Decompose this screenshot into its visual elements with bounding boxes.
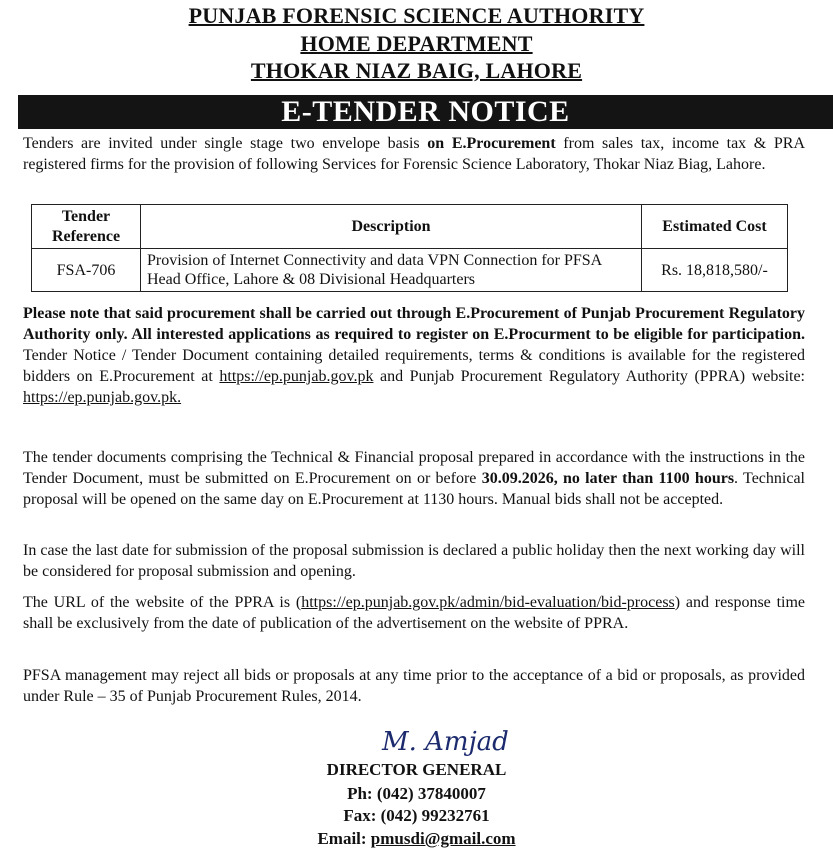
phone-number: Ph: (042) 37840007: [347, 784, 486, 803]
email-link[interactable]: pmusdi@gmail.com: [370, 829, 516, 848]
tender-description: Provision of Internet Connectivity and data VPN Connection for PFSA Head Office, Lahore & 08 Divisional Headquarters: [141, 249, 642, 292]
column-header: Tender Reference: [32, 205, 141, 249]
procurement-note: Please note that said procurement shall be carried out through E.Procurement of Punjab Procurement Regulatory Authority only. All interested applications as required to register on E.Procurment to be eligible for participation. Tender Notice / Tender Document containing detailed requirements, terms & conditions is available for the registered bidders on E.Procurement at https://ep.punjab.gov.pk and Punjab Procurement Regulatory Authority (PPRA) website: https://ep.punjab.gov.pk.: [23, 305, 806, 406]
fax-number: Fax: (042) 99232761: [343, 806, 490, 825]
tender-table: [31, 204, 788, 292]
ppra-link[interactable]: https://ep.punjab.gov.pk.: [23, 389, 182, 406]
rejection-paragraph: PFSA management may reject all bids or proposals at any time prior to the acceptance of a bid or proposals, as provided under Rule – 35 of Punjab Procurement Rules, 2014.: [23, 667, 805, 705]
holiday-paragraph: In case the last date for submission of the proposal submission is declared a public holiday then the next working day will be considered for proposal submission and opening.: [23, 542, 805, 580]
tender-reference: FSA-706: [32, 249, 141, 292]
column-header: Description: [141, 205, 642, 249]
intro-paragraph: Tenders are invited under single stage two envelope basis on E.Procurement from sales tax, income tax & PRA registered firms for the provision of following Services for Forensic Science Laboratory, Thokar Niaz Biag, Lahore.: [23, 135, 805, 173]
signature-text: M. Amjad: [382, 727, 509, 757]
table-header-row: [32, 205, 788, 249]
submission-paragraph: The tender documents comprising the Technical & Financial proposal prepared in accordance with the instructions in the Tender Document, must be submitted on E.Procurement on or before 30.09.2026, no later than 1100 hours. Technical proposal will be opened on the same day on E.Procurement at 1130 hours. Manual bids shall not be accepted.: [23, 449, 805, 508]
signature: [382, 727, 509, 757]
notice-title: E-TENDER NOTICE: [281, 95, 570, 128]
bid-process-link[interactable]: https://ep.punjab.gov.pk/admin/bid-evaluation/bid-process: [301, 594, 675, 611]
notice-banner: [18, 95, 833, 129]
url-paragraph: The URL of the website of the PPRA is (https://ep.punjab.gov.pk/admin/bid-evaluation/bid-process) and response time shall be exclusively from the date of publication of the advertisement on the website of PPRA.: [23, 594, 806, 632]
estimated-cost: Rs. 18,818,580/-: [642, 249, 788, 292]
table-row: [32, 249, 788, 292]
signatory-title: DIRECTOR GENERAL: [326, 760, 507, 779]
address-line: THOKAR NIAZ BAIG, LAHORE: [250, 58, 583, 83]
authority-name: PUNJAB FORENSIC SCIENCE AUTHORITY: [188, 3, 645, 28]
department-name: HOME DEPARTMENT: [300, 31, 533, 56]
email-line: Email: pmusdi@gmail.com: [317, 829, 516, 848]
column-header: Estimated Cost: [642, 205, 788, 249]
epro-link[interactable]: https://ep.punjab.gov.pk: [219, 368, 374, 385]
